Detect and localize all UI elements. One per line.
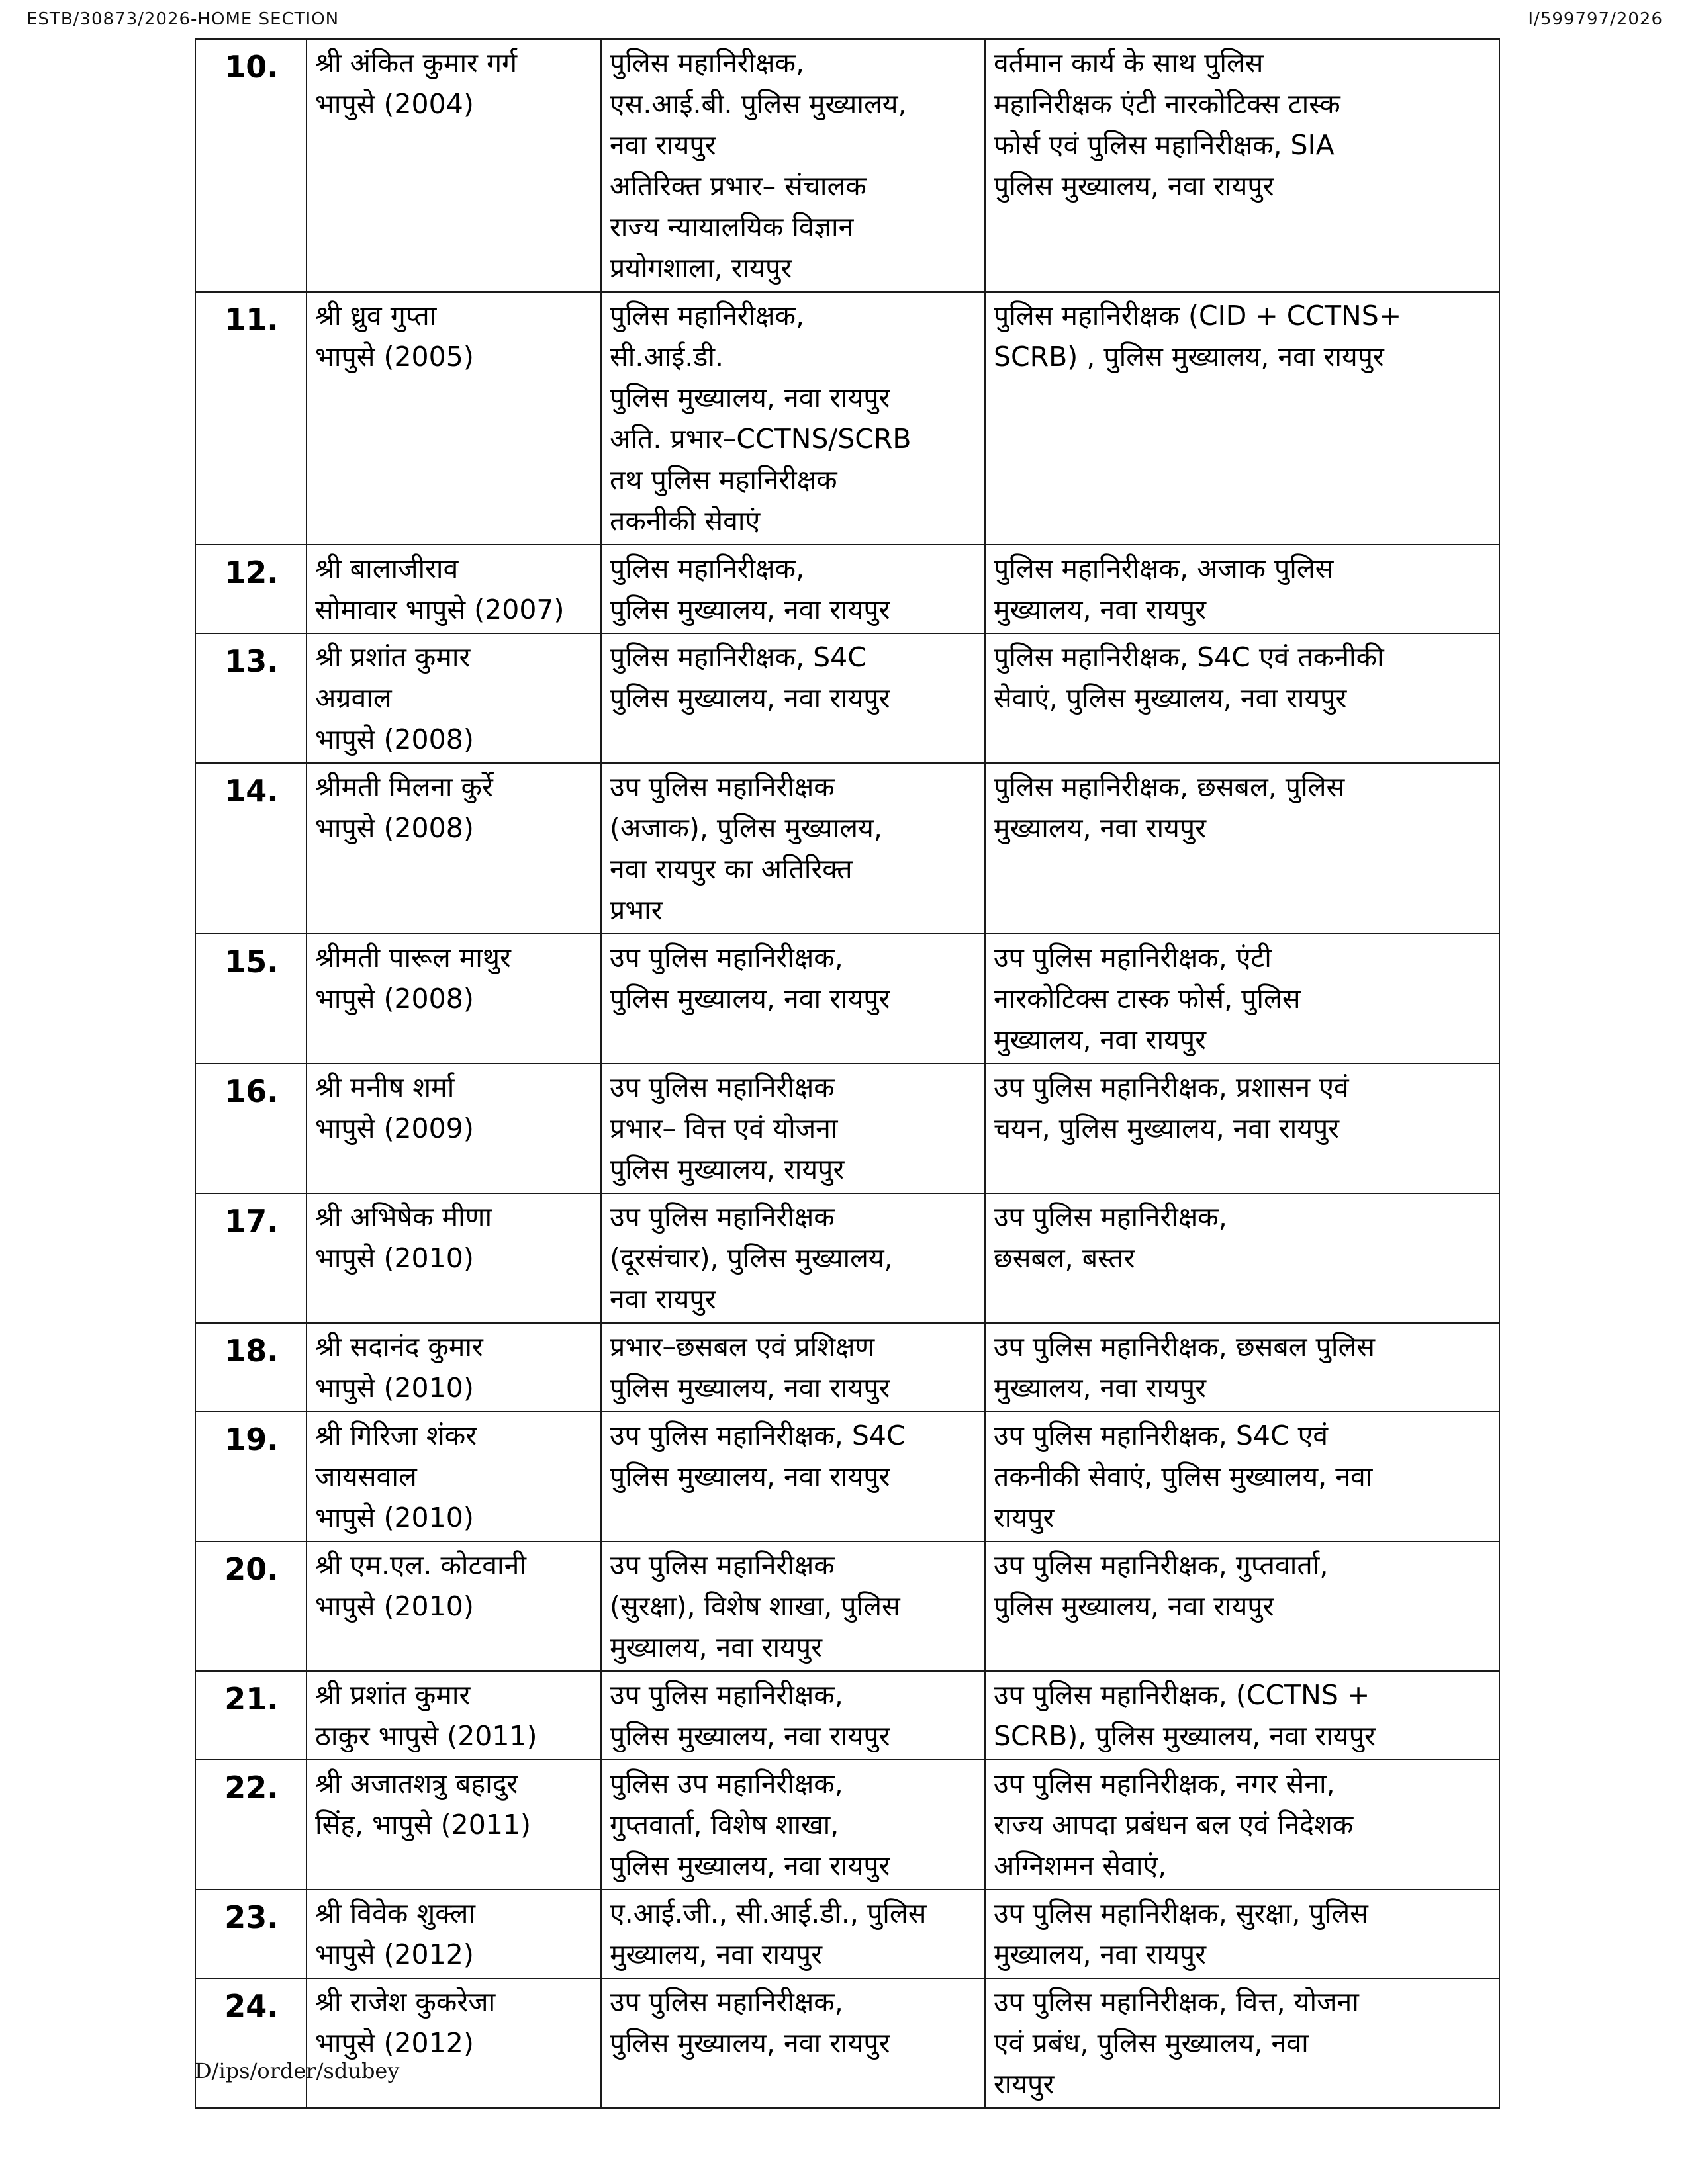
officer-name-cell: श्री अजातशत्रु बहादुर सिंह, भापुसे (2011) xyxy=(306,1760,601,1889)
officer-name-cell: श्री अंकित कुमार गर्ग भापुसे (2004) xyxy=(306,39,601,292)
new-posting-cell: उप पुलिस महानिरीक्षक, नगर सेना, राज्य आपदा प्रबंधन बल एवं निदेशक अग्निशमन सेवाएं, xyxy=(985,1760,1499,1889)
serial-number-cell: 14. xyxy=(195,763,306,934)
serial-number-cell: 12. xyxy=(195,545,306,633)
officer-name-cell: श्री अभिषेक मीणा भापुसे (2010) xyxy=(306,1193,601,1323)
new-posting-cell: पुलिस महानिरीक्षक (CID + CCTNS+ SCRB) , पुलिस मुख्यालय, नवा रायपुर xyxy=(985,292,1499,545)
serial-number-cell: 11. xyxy=(195,292,306,545)
new-posting-cell: पुलिस महानिरीक्षक, अजाक पुलिस मुख्यालय, नवा रायपुर xyxy=(985,545,1499,633)
serial-number-cell: 10. xyxy=(195,39,306,292)
serial-number-cell: 13. xyxy=(195,633,306,763)
serial-number-cell: 17. xyxy=(195,1193,306,1323)
serial-number-cell: 18. xyxy=(195,1323,306,1412)
current-posting-cell: उप पुलिस महानिरीक्षक, पुलिस मुख्यालय, नवा रायपुर xyxy=(601,1978,985,2108)
serial-number-cell: 16. xyxy=(195,1064,306,1193)
current-posting-cell: उप पुलिस महानिरीक्षक, पुलिस मुख्यालय, नवा रायपुर xyxy=(601,934,985,1064)
table-row xyxy=(195,1193,1499,1323)
officer-name-cell: श्रीमती मिलना कुर्रे भापुसे (2008) xyxy=(306,763,601,934)
current-posting-cell: प्रभार–छसबल एवं प्रशिक्षण पुलिस मुख्यालय, नवा रायपुर xyxy=(601,1323,985,1412)
new-posting-cell: उप पुलिस महानिरीक्षक, प्रशासन एवं चयन, पुलिस मुख्यालय, नवा रायपुर xyxy=(985,1064,1499,1193)
table-row xyxy=(195,1671,1499,1760)
current-posting-cell: उप पुलिस महानिरीक्षक, पुलिस मुख्यालय, नवा रायपुर xyxy=(601,1671,985,1760)
table-row xyxy=(195,545,1499,633)
current-posting-cell: पुलिस महानिरीक्षक, सी.आई.डी. पुलिस मुख्यालय, नवा रायपुर अति. प्रभार–CCTNS/SCRB तथ पुलिस महानिरीक्षक तकनीकी सेवाएं xyxy=(601,292,985,545)
serial-number-cell: 15. xyxy=(195,934,306,1064)
officer-name-cell: श्री प्रशांत कुमार ठाकुर भापुसे (2011) xyxy=(306,1671,601,1760)
table-row xyxy=(195,292,1499,545)
officer-name-cell: श्री सदानंद कुमार भापुसे (2010) xyxy=(306,1323,601,1412)
table-row xyxy=(195,934,1499,1064)
table-row xyxy=(195,1412,1499,1541)
officer-name-cell: श्री एम.एल. कोटवानी भापुसे (2010) xyxy=(306,1541,601,1671)
header-reference-left: ESTB/30873/2026-HOME SECTION xyxy=(26,9,340,29)
new-posting-cell: उप पुलिस महानिरीक्षक, गुप्तवार्ता, पुलिस मुख्यालय, नवा रायपुर xyxy=(985,1541,1499,1671)
new-posting-cell: पुलिस महानिरीक्षक, छसबल, पुलिस मुख्यालय, नवा रायपुर xyxy=(985,763,1499,934)
new-posting-cell: उप पुलिस महानिरीक्षक, सुरक्षा, पुलिस मुख्यालय, नवा रायपुर xyxy=(985,1889,1499,1978)
officer-name-cell: श्रीमती पारूल माथुर भापुसे (2008) xyxy=(306,934,601,1064)
current-posting-cell: उप पुलिस महानिरीक्षक, S4C पुलिस मुख्यालय, नवा रायपुर xyxy=(601,1412,985,1541)
serial-number-cell: 21. xyxy=(195,1671,306,1760)
new-posting-cell: उप पुलिस महानिरीक्षक, वित्त, योजना एवं प्रबंध, पुलिस मुख्यालय, नवा रायपुर xyxy=(985,1978,1499,2108)
current-posting-cell: ए.आई.जी., सी.आई.डी., पुलिस मुख्यालय, नवा रायपुर xyxy=(601,1889,985,1978)
current-posting-cell: पुलिस महानिरीक्षक, S4C पुलिस मुख्यालय, नवा रायपुर xyxy=(601,633,985,763)
new-posting-cell: उप पुलिस महानिरीक्षक, (CCTNS + SCRB), पुलिस मुख्यालय, नवा रायपुर xyxy=(985,1671,1499,1760)
table-row xyxy=(195,633,1499,763)
new-posting-cell: उप पुलिस महानिरीक्षक, छसबल, बस्तर xyxy=(985,1193,1499,1323)
new-posting-cell: पुलिस महानिरीक्षक, S4C एवं तकनीकी सेवाएं, पुलिस मुख्यालय, नवा रायपुर xyxy=(985,633,1499,763)
serial-number-cell: 22. xyxy=(195,1760,306,1889)
table-row xyxy=(195,1323,1499,1412)
table-row xyxy=(195,1889,1499,1978)
table-row xyxy=(195,1760,1499,1889)
header-reference-right: I/599797/2026 xyxy=(1528,9,1663,29)
current-posting-cell: उप पुलिस महानिरीक्षक प्रभार– वित्त एवं योजना पुलिस मुख्यालय, रायपुर xyxy=(601,1064,985,1193)
posting-orders-table xyxy=(195,38,1500,2109)
serial-number-cell: 24. xyxy=(195,1978,306,2108)
table-row xyxy=(195,763,1499,934)
table-row xyxy=(195,1064,1499,1193)
officer-name-cell: श्री बालाजीराव सोमावार भापुसे (2007) xyxy=(306,545,601,633)
current-posting-cell: पुलिस महानिरीक्षक, एस.आई.बी. पुलिस मुख्यालय, नवा रायपुर अतिरिक्त प्रभार– संचालक राज्य न्यायालयिक विज्ञान प्रयोगशाला, रायपुर xyxy=(601,39,985,292)
new-posting-cell: उप पुलिस महानिरीक्षक, एंटी नारकोटिक्स टास्क फोर्स, पुलिस मुख्यालय, नवा रायपुर xyxy=(985,934,1499,1064)
officer-name-cell: श्री राजेश कुकरेजा भापुसे (2012) xyxy=(306,1978,601,2108)
current-posting-cell: उप पुलिस महानिरीक्षक (दूरसंचार), पुलिस मुख्यालय, नवा रायपुर xyxy=(601,1193,985,1323)
current-posting-cell: उप पुलिस महानिरीक्षक (अजाक), पुलिस मुख्यालय, नवा रायपुर का अतिरिक्त प्रभार xyxy=(601,763,985,934)
new-posting-cell: उप पुलिस महानिरीक्षक, छसबल पुलिस मुख्यालय, नवा रायपुर xyxy=(985,1323,1499,1412)
current-posting-cell: पुलिस महानिरीक्षक, पुलिस मुख्यालय, नवा रायपुर xyxy=(601,545,985,633)
table-row xyxy=(195,1541,1499,1671)
current-posting-cell: पुलिस उप महानिरीक्षक, गुप्तवार्ता, विशेष शाखा, पुलिस मुख्यालय, नवा रायपुर xyxy=(601,1760,985,1889)
new-posting-cell: उप पुलिस महानिरीक्षक, S4C एवं तकनीकी सेवाएं, पुलिस मुख्यालय, नवा रायपुर xyxy=(985,1412,1499,1541)
serial-number-cell: 19. xyxy=(195,1412,306,1541)
table-body xyxy=(195,39,1499,2108)
table-row xyxy=(195,39,1499,292)
officer-name-cell: श्री गिरिजा शंकर जायसवाल भापुसे (2010) xyxy=(306,1412,601,1541)
officer-name-cell: श्री विवेक शुक्ला भापुसे (2012) xyxy=(306,1889,601,1978)
footer-path: D/ips/order/sdubey xyxy=(195,2058,400,2083)
serial-number-cell: 23. xyxy=(195,1889,306,1978)
new-posting-cell: वर्तमान कार्य के साथ पुलिस महानिरीक्षक एंटी नारकोटिक्स टास्क फोर्स एवं पुलिस महानिरीक्षक, SIA पुलिस मुख्यालय, नवा रायपुर xyxy=(985,39,1499,292)
officer-name-cell: श्री प्रशांत कुमार अग्रवाल भापुसे (2008) xyxy=(306,633,601,763)
table-row xyxy=(195,1978,1499,2108)
officer-name-cell: श्री मनीष शर्मा भापुसे (2009) xyxy=(306,1064,601,1193)
current-posting-cell: उप पुलिस महानिरीक्षक (सुरक्षा), विशेष शाखा, पुलिस मुख्यालय, नवा रायपुर xyxy=(601,1541,985,1671)
officer-name-cell: श्री ध्रुव गुप्ता भापुसे (2005) xyxy=(306,292,601,545)
serial-number-cell: 20. xyxy=(195,1541,306,1671)
